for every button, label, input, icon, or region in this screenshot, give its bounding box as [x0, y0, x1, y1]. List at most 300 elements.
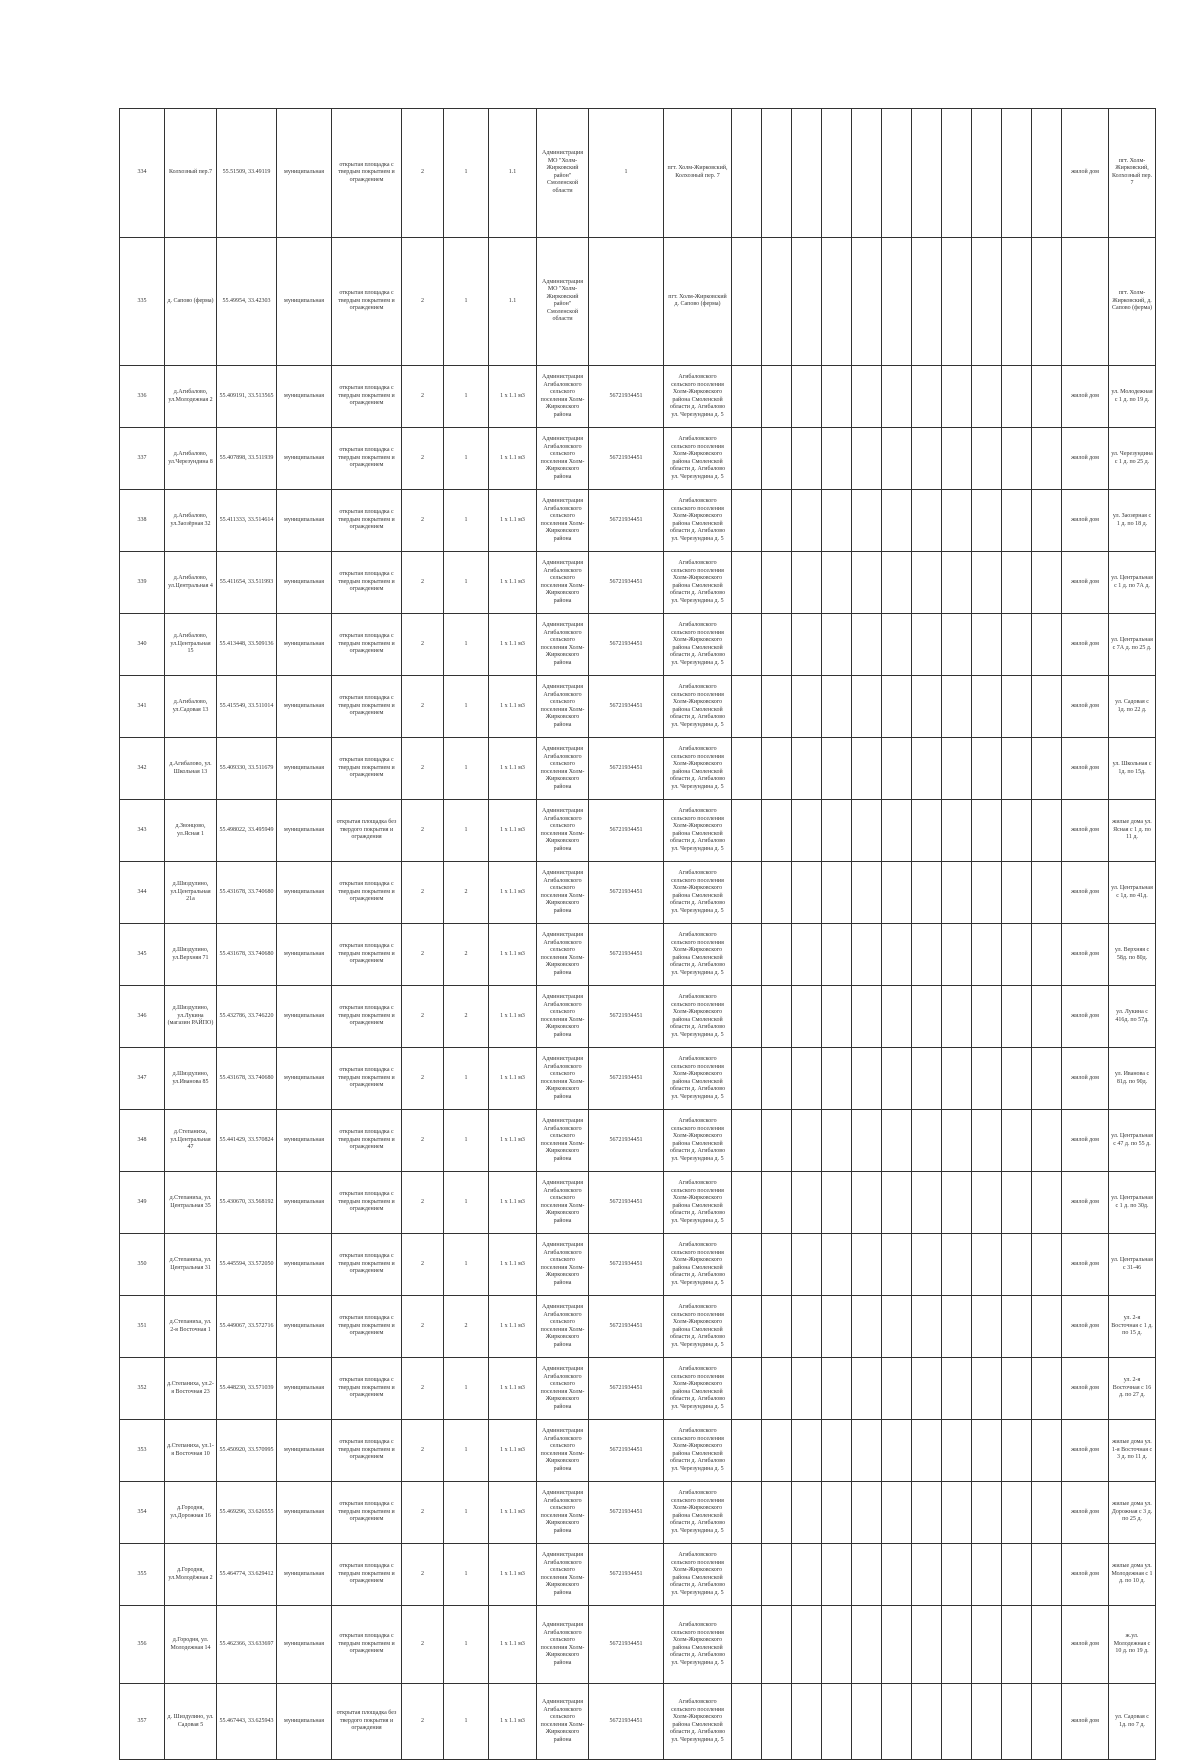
empty-cell	[852, 676, 882, 738]
empty-cell	[1002, 1296, 1032, 1358]
organization-address-cell: Агибаловского сельского поселения Холм-Жирковского района Смоленской области д. Агибалово ул. Черезундина д. 5	[664, 924, 732, 986]
empty-cell	[852, 1482, 882, 1544]
row-number-cell: 357	[120, 1684, 165, 1760]
container-count-cell: 2	[444, 986, 489, 1048]
row-number-cell: 351	[120, 1296, 165, 1358]
empty-cell	[912, 1048, 942, 1110]
organization-address-cell: Агибаловского сельского поселения Холм-Жирковского района Смоленской области д. Агибалово ул. Черезундина д. 5	[664, 1048, 732, 1110]
empty-cell	[792, 738, 822, 800]
empty-cell	[1002, 1544, 1032, 1606]
table-row	[120, 862, 1156, 924]
empty-cell	[882, 109, 912, 238]
empty-cell	[882, 1048, 912, 1110]
empty-cell	[1002, 676, 1032, 738]
container-count-cell: 2	[444, 862, 489, 924]
empty-cell	[732, 676, 762, 738]
empty-cell	[792, 862, 822, 924]
row-number-cell: 356	[120, 1606, 165, 1684]
container-volume-cell: 1 х 1.1 м3	[489, 862, 537, 924]
organization-address-cell: Агибаловского сельского поселения Холм-Жирковского района Смоленской области д. Агибалово ул. Черезундина д. 5	[664, 428, 732, 490]
row-number-cell: 344	[120, 862, 165, 924]
surface-type-cell: открытая площадка с твердым покрытием и ограждением	[332, 924, 402, 986]
container-volume-cell: 1 х 1.1 м3	[489, 552, 537, 614]
organization-address-cell: пгт. Холм-Жирковский д. Сапово (ферма)	[664, 237, 732, 366]
waste-source-address-cell: ул. Школьная с 1д. по 15д.	[1109, 738, 1156, 800]
empty-cell	[762, 1358, 792, 1420]
waste-source-type-cell: жилой дом	[1062, 1358, 1109, 1420]
empty-cell	[912, 1606, 942, 1684]
organization-address-cell: Агибаловского сельского поселения Холм-Жирковского района Смоленской области д. Агибалово ул. Черезундина д. 5	[664, 1544, 732, 1606]
organization-address-cell: Агибаловского сельского поселения Холм-Жирковского района Смоленской области д. Агибалово ул. Черезундина д. 5	[664, 1358, 732, 1420]
empty-cell	[912, 237, 942, 366]
organization-id-cell: 56721934451	[589, 986, 664, 1048]
empty-cell	[942, 490, 972, 552]
empty-cell	[852, 1234, 882, 1296]
owner-organization-cell: Администрация Агибаловского сельского поселения Холм-Жирковского района	[537, 738, 589, 800]
organization-address-cell: Агибаловского сельского поселения Холм-Жирковского района Смоленской области д. Агибалово ул. Черезундина д. 5	[664, 366, 732, 428]
row-number-cell: 341	[120, 676, 165, 738]
site-area-cell: 2	[402, 237, 444, 366]
container-volume-cell: 1 х 1.1 м3	[489, 1172, 537, 1234]
site-address-cell: д. Шиздулино, ул. Садовая 5	[165, 1684, 217, 1760]
container-count-cell: 1	[444, 1420, 489, 1482]
row-number-cell: 340	[120, 614, 165, 676]
waste-source-address-cell: пгт. Холм-Жирковский, д. Сапово (ферма)	[1109, 237, 1156, 366]
empty-cell	[972, 1110, 1002, 1172]
empty-cell	[1032, 552, 1062, 614]
table-row	[120, 552, 1156, 614]
owner-organization-cell: Администрация Агибаловского сельского поселения Холм-Жирковского района	[537, 1606, 589, 1684]
empty-cell	[792, 1420, 822, 1482]
waste-source-address-cell: пгт. Холм-Жирковский, Колхозный пер. 7	[1109, 109, 1156, 238]
waste-source-address-cell: ул. 2-я Восточная с 1 д. по 15 д.	[1109, 1296, 1156, 1358]
waste-source-type-cell: жилой дом	[1062, 1606, 1109, 1684]
empty-cell	[792, 1684, 822, 1760]
empty-cell	[762, 738, 792, 800]
empty-cell	[822, 109, 852, 238]
empty-cell	[1002, 862, 1032, 924]
empty-cell	[852, 490, 882, 552]
site-address-cell: д.Агибалово, ул.Центральная 15	[165, 614, 217, 676]
empty-cell	[942, 924, 972, 986]
empty-cell	[1002, 1234, 1032, 1296]
owner-organization-cell: Администрация Агибаловского сельского поселения Холм-Жирковского района	[537, 490, 589, 552]
waste-source-address-cell: ул. 2-я Восточная с 16 д. по 27 д.	[1109, 1358, 1156, 1420]
organization-id-cell: 56721934451	[589, 614, 664, 676]
empty-cell	[732, 800, 762, 862]
empty-cell	[972, 1358, 1002, 1420]
empty-cell	[912, 862, 942, 924]
waste-source-type-cell: жилой дом	[1062, 1048, 1109, 1110]
empty-cell	[912, 1296, 942, 1358]
empty-cell	[882, 862, 912, 924]
empty-cell	[912, 800, 942, 862]
empty-cell	[732, 1358, 762, 1420]
empty-cell	[762, 428, 792, 490]
waste-source-type-cell: жилой дом	[1062, 986, 1109, 1048]
empty-cell	[732, 862, 762, 924]
empty-cell	[1002, 1482, 1032, 1544]
container-count-cell: 1	[444, 1684, 489, 1760]
empty-cell	[912, 490, 942, 552]
site-area-cell: 2	[402, 109, 444, 238]
empty-cell	[912, 1684, 942, 1760]
empty-cell	[972, 1172, 1002, 1234]
empty-cell	[1002, 614, 1032, 676]
surface-type-cell: открытая площадка с твердым покрытием и ограждением	[332, 366, 402, 428]
table-row	[120, 1606, 1156, 1684]
site-area-cell: 2	[402, 1482, 444, 1544]
site-address-cell: д.Агибалово, ул. Школьная 13	[165, 738, 217, 800]
empty-cell	[912, 1420, 942, 1482]
ownership-cell: муниципальная	[277, 1296, 332, 1358]
empty-cell	[732, 986, 762, 1048]
empty-cell	[822, 862, 852, 924]
organization-address-cell: Агибаловского сельского поселения Холм-Жирковского района Смоленской области д. Агибалово ул. Черезундина д. 5	[664, 1482, 732, 1544]
table-row	[120, 366, 1156, 428]
empty-cell	[822, 1048, 852, 1110]
row-number-cell: 342	[120, 738, 165, 800]
container-volume-cell: 1 х 1.1 м3	[489, 924, 537, 986]
empty-cell	[1002, 924, 1032, 986]
owner-organization-cell: Администрация Агибаловского сельского поселения Холм-Жирковского района	[537, 614, 589, 676]
ownership-cell: муниципальная	[277, 1420, 332, 1482]
empty-cell	[1002, 1048, 1032, 1110]
empty-cell	[1032, 924, 1062, 986]
site-area-cell: 2	[402, 1420, 444, 1482]
empty-cell	[912, 1172, 942, 1234]
empty-cell	[1002, 1110, 1032, 1172]
empty-cell	[1032, 109, 1062, 238]
waste-source-type-cell: жилой дом	[1062, 1420, 1109, 1482]
waste-source-address-cell: жилые дома ул. Дорожная с 3 д. по 25 д.	[1109, 1482, 1156, 1544]
empty-cell	[762, 614, 792, 676]
empty-cell	[882, 1420, 912, 1482]
surface-type-cell: открытая площадка с твердым покрытием и ограждением	[332, 1234, 402, 1296]
empty-cell	[852, 1048, 882, 1110]
empty-cell	[1032, 1048, 1062, 1110]
empty-cell	[972, 237, 1002, 366]
organization-id-cell: 56721934451	[589, 490, 664, 552]
owner-organization-cell: Администрация Агибаловского сельского поселения Холм-Жирковского района	[537, 428, 589, 490]
site-address-cell: д.Степаниха, ул. 2-я Восточная 1	[165, 1296, 217, 1358]
waste-source-address-cell: жилые дома ул. Молодежная с 1 д. по 10 д.	[1109, 1544, 1156, 1606]
empty-cell	[822, 1606, 852, 1684]
surface-type-cell: открытая площадка с твердым покрытием и ограждением	[332, 614, 402, 676]
waste-source-address-cell: ж.ул. Молодежная с 10 д. по 19 д.	[1109, 1606, 1156, 1684]
site-coordinates-cell: 55.449067, 33.572716	[217, 1296, 277, 1358]
row-number-cell: 345	[120, 924, 165, 986]
table-row	[120, 1482, 1156, 1544]
ownership-cell: муниципальная	[277, 428, 332, 490]
waste-source-type-cell: жилой дом	[1062, 614, 1109, 676]
empty-cell	[852, 986, 882, 1048]
container-volume-cell: 1 х 1.1 м3	[489, 1296, 537, 1358]
waste-source-address-cell: ул. Садовая с 1д. по 22 д.	[1109, 676, 1156, 738]
empty-cell	[882, 1110, 912, 1172]
empty-cell	[882, 1684, 912, 1760]
organization-id-cell: 56721934451	[589, 1048, 664, 1110]
row-number-cell: 354	[120, 1482, 165, 1544]
empty-cell	[1002, 1172, 1032, 1234]
empty-cell	[942, 552, 972, 614]
empty-cell	[762, 676, 792, 738]
organization-address-cell: Агибаловского сельского поселения Холм-Жирковского района Смоленской области д. Агибалово ул. Черезундина д. 5	[664, 676, 732, 738]
container-count-cell: 1	[444, 1110, 489, 1172]
site-coordinates-cell: 55.411654, 33.511993	[217, 552, 277, 614]
container-count-cell: 1	[444, 676, 489, 738]
site-coordinates-cell: 55.441429, 33.570824	[217, 1110, 277, 1172]
empty-cell	[732, 1110, 762, 1172]
site-coordinates-cell: 55.448230, 33.571039	[217, 1358, 277, 1420]
owner-organization-cell: Администрация Агибаловского сельского поселения Холм-Жирковского района	[537, 986, 589, 1048]
empty-cell	[822, 1482, 852, 1544]
empty-cell	[792, 366, 822, 428]
empty-cell	[942, 1482, 972, 1544]
empty-cell	[882, 490, 912, 552]
waste-source-type-cell: жилой дом	[1062, 1544, 1109, 1606]
site-address-cell: д.Агибалово, ул.Черезундина 8	[165, 428, 217, 490]
waste-source-address-cell: ул. Центральная с 1 д. по 7А д.	[1109, 552, 1156, 614]
surface-type-cell: открытая площадка с твердым покрытием и ограждением	[332, 738, 402, 800]
site-area-cell: 2	[402, 1544, 444, 1606]
empty-cell	[1002, 1420, 1032, 1482]
empty-cell	[732, 109, 762, 238]
organization-address-cell: Агибаловского сельского поселения Холм-Жирковского района Смоленской области д. Агибалово ул. Черезундина д. 5	[664, 1234, 732, 1296]
empty-cell	[882, 924, 912, 986]
empty-cell	[912, 1482, 942, 1544]
ownership-cell: муниципальная	[277, 1048, 332, 1110]
empty-cell	[792, 552, 822, 614]
waste-source-address-cell: жилые дома ул. Ясная с 1 д. по 11 д.	[1109, 800, 1156, 862]
empty-cell	[1032, 1482, 1062, 1544]
owner-organization-cell: Администрация Агибаловского сельского поселения Холм-Жирковского района	[537, 1684, 589, 1760]
empty-cell	[942, 800, 972, 862]
empty-cell	[972, 109, 1002, 238]
waste-source-type-cell: жилой дом	[1062, 1172, 1109, 1234]
organization-id-cell: 56721934451	[589, 676, 664, 738]
site-area-cell: 2	[402, 1172, 444, 1234]
container-volume-cell: 1 х 1.1 м3	[489, 490, 537, 552]
empty-cell	[762, 924, 792, 986]
surface-type-cell: открытая площадка с твердым покрытием и ограждением	[332, 428, 402, 490]
waste-source-type-cell: жилой дом	[1062, 924, 1109, 986]
empty-cell	[942, 614, 972, 676]
empty-cell	[882, 986, 912, 1048]
waste-source-address-cell: ул. Центральная с 47 д. по 55 д.	[1109, 1110, 1156, 1172]
table-row	[120, 986, 1156, 1048]
empty-cell	[882, 676, 912, 738]
empty-cell	[912, 614, 942, 676]
site-coordinates-cell: 55.498022, 33.495949	[217, 800, 277, 862]
empty-cell	[762, 800, 792, 862]
site-address-cell: д.Городня, ул.Дорожная 16	[165, 1482, 217, 1544]
container-count-cell: 2	[444, 1296, 489, 1358]
organization-address-cell: Агибаловского сельского поселения Холм-Жирковского района Смоленской области д. Агибалово ул. Черезундина д. 5	[664, 800, 732, 862]
empty-cell	[732, 490, 762, 552]
empty-cell	[882, 1544, 912, 1606]
ownership-cell: муниципальная	[277, 237, 332, 366]
organization-address-cell: Агибаловского сельского поселения Холм-Жирковского района Смоленской области д. Агибалово ул. Черезундина д. 5	[664, 1110, 732, 1172]
owner-organization-cell: Администрация Агибаловского сельского поселения Холм-Жирковского района	[537, 800, 589, 862]
empty-cell	[852, 1110, 882, 1172]
row-number-cell: 334	[120, 109, 165, 238]
empty-cell	[852, 614, 882, 676]
empty-cell	[1032, 986, 1062, 1048]
container-volume-cell: 1 х 1.1 м3	[489, 800, 537, 862]
organization-id-cell: 56721934451	[589, 1544, 664, 1606]
row-number-cell: 353	[120, 1420, 165, 1482]
owner-organization-cell: Администрация Агибаловского сельского поселения Холм-Жирковского района	[537, 552, 589, 614]
empty-cell	[852, 428, 882, 490]
empty-cell	[732, 1482, 762, 1544]
container-volume-cell: 1 х 1.1 м3	[489, 1606, 537, 1684]
empty-cell	[792, 1358, 822, 1420]
waste-source-type-cell: жилой дом	[1062, 1482, 1109, 1544]
waste-source-type-cell: жилой дом	[1062, 1234, 1109, 1296]
surface-type-cell: открытая площадка с твердым покрытием и ограждением	[332, 1110, 402, 1172]
site-address-cell: д.Агибалово, ул.Центральная 4	[165, 552, 217, 614]
empty-cell	[882, 738, 912, 800]
surface-type-cell: открытая площадка с твердым покрытием и ограждением	[332, 676, 402, 738]
empty-cell	[942, 1544, 972, 1606]
container-volume-cell: 1.1	[489, 109, 537, 238]
empty-cell	[882, 366, 912, 428]
row-number-cell: 349	[120, 1172, 165, 1234]
empty-cell	[822, 366, 852, 428]
empty-cell	[762, 1684, 792, 1760]
empty-cell	[822, 1296, 852, 1358]
empty-cell	[732, 614, 762, 676]
empty-cell	[822, 614, 852, 676]
owner-organization-cell: Администрация Агибаловского сельского поселения Холм-Жирковского района	[537, 924, 589, 986]
table-row	[120, 676, 1156, 738]
empty-cell	[1032, 800, 1062, 862]
site-address-cell: д.Агибалово, ул.Садовая 13	[165, 676, 217, 738]
empty-cell	[822, 1420, 852, 1482]
empty-cell	[942, 1048, 972, 1110]
empty-cell	[912, 109, 942, 238]
site-coordinates-cell: 55.415549, 33.511014	[217, 676, 277, 738]
empty-cell	[822, 1110, 852, 1172]
site-address-cell: д.Шиздулино, ул.Центральная 21а	[165, 862, 217, 924]
waste-source-address-cell: ул. Центральная с 7А д. по 25 д.	[1109, 614, 1156, 676]
owner-organization-cell: Администрация Агибаловского сельского поселения Холм-Жирковского района	[537, 1544, 589, 1606]
empty-cell	[762, 1296, 792, 1358]
organization-id-cell: 56721934451	[589, 428, 664, 490]
surface-type-cell: открытая площадка с твердым покрытием и ограждением	[332, 862, 402, 924]
table-row	[120, 490, 1156, 552]
organization-address-cell: Агибаловского сельского поселения Холм-Жирковского района Смоленской области д. Агибалово ул. Черезундина д. 5	[664, 862, 732, 924]
ownership-cell: муниципальная	[277, 1358, 332, 1420]
ownership-cell: муниципальная	[277, 1482, 332, 1544]
waste-source-type-cell: жилой дом	[1062, 1296, 1109, 1358]
empty-cell	[852, 862, 882, 924]
empty-cell	[792, 237, 822, 366]
empty-cell	[1032, 614, 1062, 676]
site-address-cell: д.Степаниха, ул. Центральная 31	[165, 1234, 217, 1296]
empty-cell	[822, 676, 852, 738]
surface-type-cell: открытая площадка с твердым покрытием и ограждением	[332, 1358, 402, 1420]
empty-cell	[822, 428, 852, 490]
surface-type-cell: открытая площадка с твердым покрытием и ограждением	[332, 986, 402, 1048]
ownership-cell: муниципальная	[277, 738, 332, 800]
ownership-cell: муниципальная	[277, 862, 332, 924]
empty-cell	[1032, 738, 1062, 800]
container-count-cell: 1	[444, 1606, 489, 1684]
waste-source-address-cell: ул. Центральная с 31-46	[1109, 1234, 1156, 1296]
empty-cell	[912, 1358, 942, 1420]
empty-cell	[822, 237, 852, 366]
waste-source-type-cell: жилой дом	[1062, 1110, 1109, 1172]
row-number-cell: 355	[120, 1544, 165, 1606]
ownership-cell: муниципальная	[277, 1110, 332, 1172]
waste-source-address-cell: ул. Иванова с 81д. по 90д.	[1109, 1048, 1156, 1110]
site-coordinates-cell: 55.407898, 33.511939	[217, 428, 277, 490]
empty-cell	[822, 552, 852, 614]
site-address-cell: Колхозный пер.7	[165, 109, 217, 238]
waste-source-address-cell: ул. Черезундина с 1 д. по 25 д.	[1109, 428, 1156, 490]
organization-id-cell: 56721934451	[589, 1482, 664, 1544]
empty-cell	[822, 1358, 852, 1420]
organization-address-cell: Агибаловского сельского поселения Холм-Жирковского района Смоленской области д. Агибалово ул. Черезундина д. 5	[664, 614, 732, 676]
empty-cell	[1002, 237, 1032, 366]
empty-cell	[942, 1172, 972, 1234]
empty-cell	[942, 1420, 972, 1482]
owner-organization-cell: Администрация Агибаловского сельского поселения Холм-Жирковского района	[537, 1482, 589, 1544]
empty-cell	[762, 1172, 792, 1234]
empty-cell	[912, 552, 942, 614]
row-number-cell: 346	[120, 986, 165, 1048]
site-address-cell: д.Звонцово, ул.Ясная 1	[165, 800, 217, 862]
site-address-cell: д. Сапово (ферма)	[165, 237, 217, 366]
organization-id-cell: 56721934451	[589, 862, 664, 924]
table-row	[120, 1358, 1156, 1420]
empty-cell	[882, 1482, 912, 1544]
row-number-cell: 352	[120, 1358, 165, 1420]
site-coordinates-cell: 55.409191, 33.513565	[217, 366, 277, 428]
empty-cell	[942, 366, 972, 428]
organization-address-cell: Агибаловского сельского поселения Холм-Жирковского района Смоленской области д. Агибалово ул. Черезундина д. 5	[664, 1606, 732, 1684]
table-row	[120, 1296, 1156, 1358]
ownership-cell: муниципальная	[277, 1172, 332, 1234]
organization-id-cell: 56721934451	[589, 1606, 664, 1684]
organization-address-cell: Агибаловского сельского поселения Холм-Жирковского района Смоленской области д. Агибалово ул. Черезундина д. 5	[664, 552, 732, 614]
empty-cell	[762, 109, 792, 238]
row-number-cell: 348	[120, 1110, 165, 1172]
site-area-cell: 2	[402, 1606, 444, 1684]
row-number-cell: 350	[120, 1234, 165, 1296]
container-volume-cell: 1 х 1.1 м3	[489, 1420, 537, 1482]
empty-cell	[732, 924, 762, 986]
empty-cell	[762, 1420, 792, 1482]
empty-cell	[882, 614, 912, 676]
empty-cell	[792, 1234, 822, 1296]
empty-cell	[1032, 1234, 1062, 1296]
surface-type-cell: открытая площадка с твердым покрытием и ограждением	[332, 1544, 402, 1606]
empty-cell	[822, 924, 852, 986]
table-row	[120, 1048, 1156, 1110]
table-row	[120, 237, 1156, 366]
owner-organization-cell: Администрация Агибаловского сельского поселения Холм-Жирковского района	[537, 1110, 589, 1172]
empty-cell	[1032, 1420, 1062, 1482]
container-count-cell: 1	[444, 1544, 489, 1606]
site-coordinates-cell: 55.431678, 33.740680	[217, 1048, 277, 1110]
empty-cell	[1032, 1684, 1062, 1760]
site-coordinates-cell: 55.469296, 33.626555	[217, 1482, 277, 1544]
empty-cell	[942, 1358, 972, 1420]
empty-cell	[822, 738, 852, 800]
